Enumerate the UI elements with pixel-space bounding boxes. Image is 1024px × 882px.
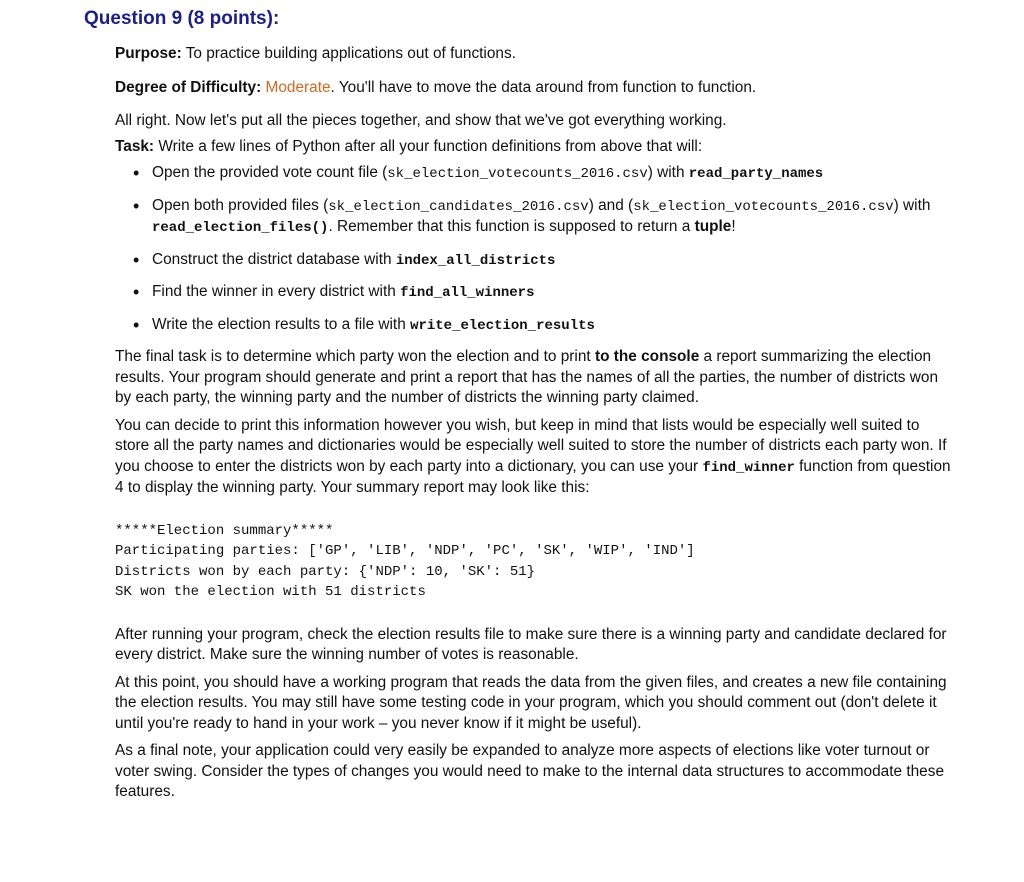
difficulty-line [115, 78, 955, 99]
task-text-part: Write the election results to a file with [152, 315, 411, 333]
function-code: write_election_results [410, 317, 595, 334]
task-text-part: . Remember that this function is supposed to return a [328, 218, 695, 235]
task-line [115, 137, 955, 158]
filename-code: sk_election_votecounts_2016.csv [633, 198, 894, 215]
function-code: read_election_files() [152, 220, 329, 236]
task-item-find-winner [115, 282, 955, 304]
tuple-emphasis: tuple [694, 218, 732, 235]
task-text-part: Construct the district database with [152, 250, 396, 268]
task-item-open-votecount [115, 163, 955, 185]
task-text: Write a few lines of Python after all your function definitions from above that will: [158, 137, 703, 155]
question-body [115, 44, 955, 803]
paragraph-text: a report summarizing the election results. Your program should generate and print a report that has the names of all the parties, the number of districts won by each party, the winning party and the number of districts the winning party claimed. [115, 348, 939, 406]
task-text-part: ) with [647, 164, 689, 181]
task-text-part: ) with [893, 196, 931, 214]
filename-code: sk_election_votecounts_2016.csv [387, 166, 648, 182]
after-running-paragraph: After running your program, check the election results file to make sure there is a winning party and candidate declared for every district. Make sure the winning number of votes is reasonable. [115, 625, 947, 663]
function-code: find_all_winners [400, 285, 535, 301]
at-this-point-paragraph: At this point, you should have a working program that reads the data from the given files, and creates a new file containing the election results. You may still have some testing code in your program, which you should comment out (don't delete it until you're ready to hand in your work – you never know if it might be useful). [115, 673, 947, 732]
task-text-part: ) and ( [588, 196, 634, 214]
task-text-part: Open both provided files ( [152, 196, 329, 214]
sample-output: *****Election summary***** Participating parties: ['GP', 'LIB', 'NDP', 'PC', 'SK', 'WIP', 'IND'] Districts won by each party: {'NDP': 10, 'SK': 51} SK won the election with 51 districts [115, 522, 695, 600]
task-text-part: Find the winner in every district with [152, 283, 401, 300]
function-code: index_all_districts [395, 252, 556, 269]
purpose-label: Purpose: [115, 45, 182, 62]
task-item-open-both [115, 196, 955, 239]
paragraph-text: You can decide to print this information however you wish, but keep in mind that lists would be especially well suited to store all the party names and dictionaries would be especially well suited to store the number of districts each party won. If you choose to enter the districts won by each party into a dictionary, you can use your [115, 416, 947, 475]
purpose-text: To practice building applications out of functions. [185, 45, 516, 62]
final-note-paragraph: As a final note, your application could very easily be expanded to analyze more aspects of elections like voter turnout or voter swing. Consider the types of changes you would need to make to the internal data structures to accommodate these features. [115, 742, 944, 800]
task-label: Task: [115, 137, 155, 155]
difficulty-label: Degree of Difficulty: [115, 78, 262, 96]
task-text-part: Open the provided vote count file ( [152, 164, 388, 181]
difficulty-level: Moderate [265, 78, 331, 96]
final-task-paragraph [115, 347, 955, 409]
filename-code: sk_election_candidates_2016.csv [328, 198, 589, 215]
paragraph-text: function from question 4 to display the winning party. Your summary report may look like this: [115, 457, 951, 496]
question-title: Question 9 (8 points): [84, 8, 280, 29]
intro-text: All right. Now let's put all the pieces together, and show that we've got everything working. [115, 112, 727, 129]
console-emphasis: to the console [594, 348, 700, 365]
task-text-part: ! [731, 218, 736, 235]
paragraph-text: The final task is to determine which party won the election and to print [115, 348, 595, 365]
task-list [115, 163, 955, 336]
task-item-construct-db [115, 250, 955, 272]
decide-paragraph [115, 416, 955, 499]
function-code: find_winner [702, 459, 795, 476]
task-item-write-results [115, 315, 955, 337]
difficulty-text: . You'll have to move the data around from function to function. [330, 78, 757, 96]
purpose-line [115, 44, 955, 65]
function-code: read_party_names [688, 166, 824, 182]
